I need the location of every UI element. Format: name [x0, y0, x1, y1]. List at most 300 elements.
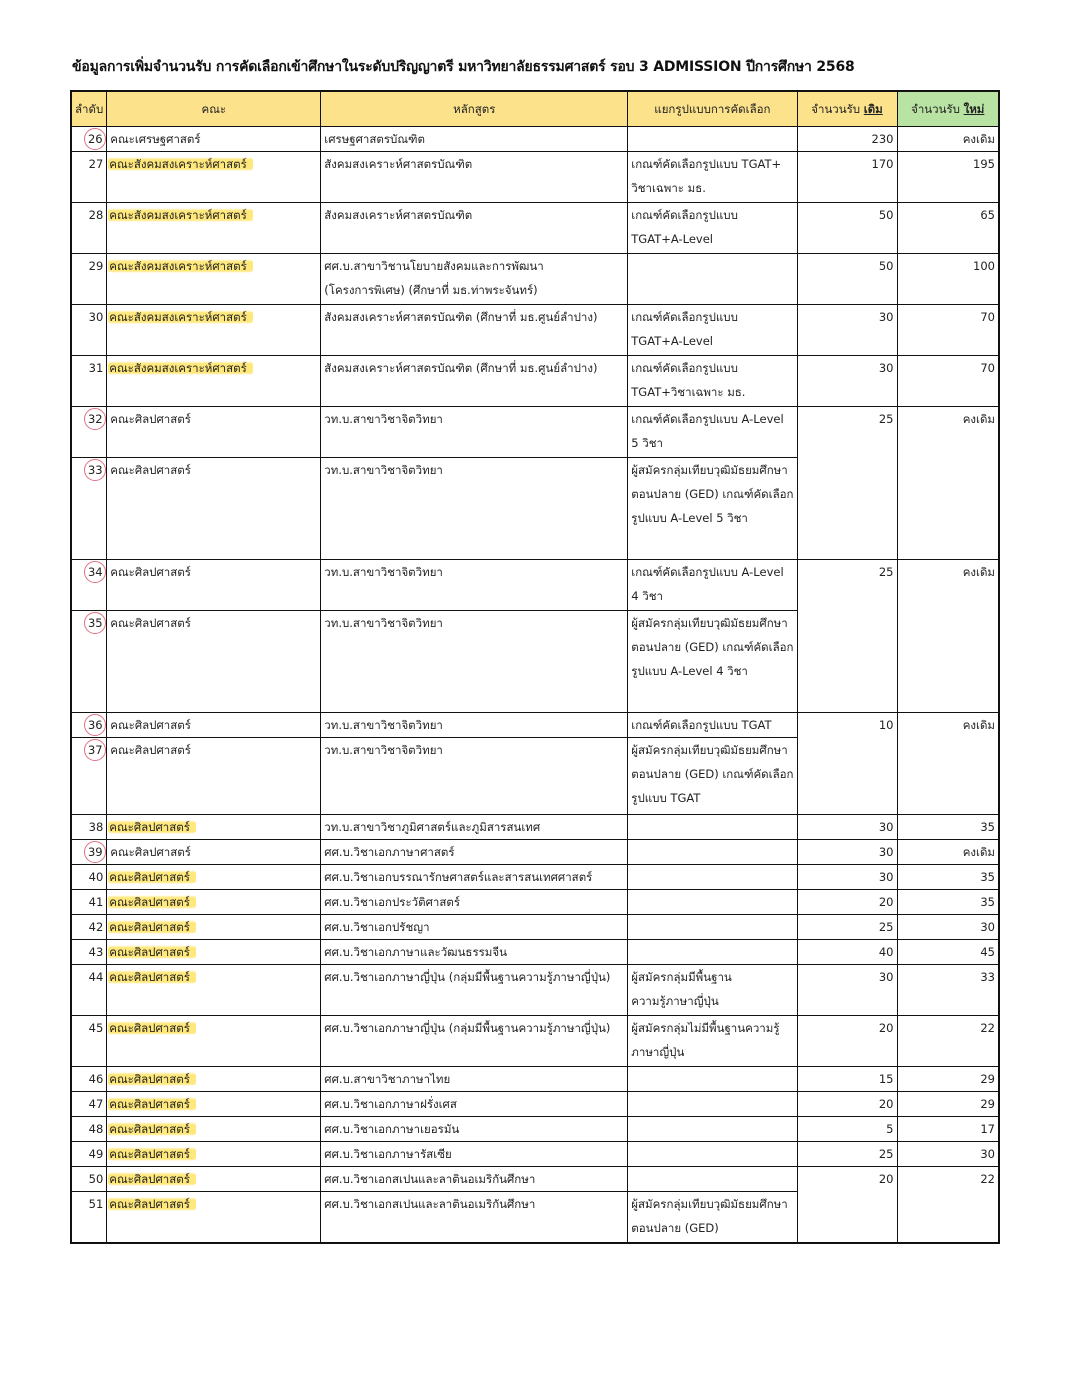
row-number	[71, 1192, 107, 1243]
method-cell	[628, 865, 797, 890]
old-quota: 170	[871, 157, 894, 171]
new-quota: 45	[980, 945, 995, 959]
row-number	[71, 203, 107, 254]
faculty-name: คณะศิลปศาสตร์	[108, 895, 196, 909]
faculty-name: คณะสังคมสงเคราะห์ศาสตร์	[108, 310, 253, 324]
method-cell	[628, 127, 797, 152]
program-cell	[321, 713, 628, 738]
faculty-cell	[107, 407, 321, 458]
faculty-name: คณะศิลปศาสตร์	[110, 616, 191, 630]
old-quota: 20	[878, 1021, 894, 1035]
faculty-cell	[107, 203, 321, 254]
new-quota-cell	[897, 1092, 999, 1117]
faculty-cell	[107, 611, 321, 713]
faculty-cell	[107, 356, 321, 407]
new-quota: คงเดิม	[962, 565, 995, 579]
faculty-cell	[107, 560, 321, 611]
faculty-name: คณะศิลปศาสตร์	[108, 1097, 196, 1111]
method-line: ผู้สมัครกลุ่มมีพื้นฐาน	[631, 970, 732, 984]
method-cell	[628, 1192, 797, 1243]
table-row	[71, 940, 999, 965]
method-cell	[628, 940, 797, 965]
old-quota: 30	[878, 310, 894, 324]
old-quota: 25	[878, 412, 894, 426]
row-number	[71, 356, 107, 407]
method-line: เกณฑ์คัดเลือกรูปแบบ	[631, 310, 738, 324]
program-line: สังคมสงเคราะห์ศาสตรบัณฑิต	[324, 157, 473, 171]
program-line: ศศ.บ.วิชาเอกภาษาญี่ปุ่น (กลุ่มมีพื้นฐานความรู้ภาษาญี่ปุ่น)	[324, 970, 611, 984]
row-number	[71, 152, 107, 203]
faculty-cell	[107, 940, 321, 965]
row-number	[71, 560, 107, 611]
row-number-text: 39	[84, 841, 106, 863]
program-cell	[321, 1167, 628, 1192]
new-quota: 35	[980, 820, 995, 834]
row-number	[71, 1167, 107, 1192]
faculty-cell	[107, 915, 321, 940]
new-quota-cell	[897, 152, 999, 203]
old-quota: 20	[878, 1097, 894, 1111]
admission-table	[70, 90, 1000, 1244]
old-quota-cell	[797, 865, 897, 890]
old-quota: 10	[878, 718, 894, 732]
faculty-name: คณะสังคมสงเคราะห์ศาสตร์	[108, 361, 253, 375]
faculty-cell	[107, 127, 321, 152]
old-quota-cell	[797, 305, 897, 356]
old-quota-cell	[797, 840, 897, 865]
document-title: ข้อมูลการเพิ่มจำนวนรับ การคัดเลือกเข้าศึกษาในระดับปริญญาตรี มหาวิทยาลัยธรรมศาสตร์ รอบ 3 ADMISSION ปีการศึกษา 2568	[72, 59, 855, 75]
method-line: เกณฑ์คัดเลือกรูปแบบ	[631, 208, 738, 222]
old-quota-cell	[797, 1142, 897, 1167]
program-cell	[321, 965, 628, 1016]
faculty-name: คณะศิลปศาสตร์	[108, 920, 196, 934]
old-quota: 25	[878, 565, 894, 579]
old-quota-cell	[797, 940, 897, 965]
row-number-text: 41	[88, 895, 104, 909]
new-quota-cell	[897, 713, 999, 815]
header-old-word: เดิม	[863, 102, 883, 116]
faculty-cell	[107, 1092, 321, 1117]
faculty-name: คณะศิลปศาสตร์	[110, 743, 191, 757]
new-quota-cell	[897, 1167, 999, 1243]
old-quota-cell	[797, 356, 897, 407]
faculty-name: คณะเศรษฐศาสตร์	[110, 132, 201, 146]
row-number	[71, 254, 107, 305]
method-line: ภาษาญี่ปุ่น	[631, 1045, 685, 1059]
program-line: ศศ.บ.วิชาเอกปรัชญา	[324, 920, 430, 934]
faculty-cell	[107, 152, 321, 203]
row-number-text: 49	[88, 1147, 104, 1161]
row-number	[71, 713, 107, 738]
row-number-text: 29	[88, 259, 104, 273]
program-cell	[321, 611, 628, 713]
table-row	[71, 254, 999, 305]
program-line: ศศ.บ.วิชาเอกสเปนและลาตินอเมริกันศึกษา	[324, 1172, 536, 1186]
method-line: ผู้สมัครกลุ่มไม่มีพื้นฐานความรู้	[631, 1021, 780, 1035]
method-line: ผู้สมัครกลุ่มเทียบวุฒิมัธยมศึกษา	[631, 743, 788, 757]
faculty-name: คณะศิลปศาสตร์	[108, 970, 196, 984]
program-line: สังคมสงเคราะห์ศาสตรบัณฑิต	[324, 208, 473, 222]
table-row	[71, 865, 999, 890]
program-cell	[321, 890, 628, 915]
faculty-cell	[107, 815, 321, 840]
new-quota: คงเดิม	[962, 132, 995, 146]
row-number	[71, 865, 107, 890]
table-row	[71, 840, 999, 865]
row-number-text: 28	[88, 208, 104, 222]
faculty-cell	[107, 840, 321, 865]
faculty-cell	[107, 1142, 321, 1167]
program-line: วท.บ.สาขาวิชาจิตวิทยา	[324, 616, 443, 630]
program-cell	[321, 407, 628, 458]
method-line: เกณฑ์คัดเลือกรูปแบบ TGAT+	[631, 157, 782, 171]
faculty-name: คณะศิลปศาสตร์	[110, 845, 191, 859]
row-number	[71, 890, 107, 915]
new-quota-cell	[897, 915, 999, 940]
old-quota: 15	[878, 1072, 894, 1086]
method-line: รูปแบบ A-Level 4 วิชา	[631, 664, 748, 678]
table-row	[71, 1167, 999, 1192]
method-cell	[628, 611, 797, 713]
table-row	[71, 713, 999, 738]
row-number-text: 34	[84, 561, 106, 583]
new-quota-cell	[897, 1142, 999, 1167]
new-quota: 35	[980, 895, 995, 909]
new-quota: 30	[980, 1147, 995, 1161]
new-quota: คงเดิม	[962, 845, 995, 859]
new-quota: 17	[980, 1122, 995, 1136]
method-cell	[628, 458, 797, 560]
method-line: เกณฑ์คัดเลือกรูปแบบ A-Level	[631, 565, 784, 579]
program-cell	[321, 915, 628, 940]
faculty-cell	[107, 738, 321, 815]
program-line: สังคมสงเคราะห์ศาสตรบัณฑิต (ศึกษาที่ มธ.ศูนย์ลำปาง)	[324, 310, 598, 324]
program-line: ศศ.บ.วิชาเอกภาษาศาสตร์	[324, 845, 455, 859]
method-line: รูปแบบ TGAT	[631, 791, 701, 805]
table-row	[71, 1016, 999, 1067]
new-quota-cell	[897, 407, 999, 560]
program-cell	[321, 127, 628, 152]
header-new-word: ใหม่	[963, 102, 985, 116]
old-quota-cell	[797, 965, 897, 1016]
header-order: ลำดับ	[71, 91, 107, 127]
method-line: ตอนปลาย (GED)	[631, 1221, 719, 1235]
method-cell	[628, 840, 797, 865]
old-quota-cell	[797, 815, 897, 840]
row-number-text: 26	[84, 128, 106, 150]
table-row	[71, 965, 999, 1016]
faculty-name: คณะศิลปศาสตร์	[110, 718, 191, 732]
old-quota-cell	[797, 890, 897, 915]
old-quota: 230	[871, 132, 894, 146]
table-row	[71, 915, 999, 940]
row-number	[71, 407, 107, 458]
faculty-cell	[107, 1117, 321, 1142]
old-quota-cell	[797, 1167, 897, 1243]
row-number-text: 44	[88, 970, 104, 984]
row-number	[71, 738, 107, 815]
faculty-cell	[107, 713, 321, 738]
row-number	[71, 127, 107, 152]
faculty-cell	[107, 1167, 321, 1192]
old-quota: 25	[878, 1147, 894, 1161]
header-old-prefix: จำนวนรับ	[811, 102, 864, 116]
method-line: ผู้สมัครกลุ่มเทียบวุฒิมัธยมศึกษา	[631, 463, 788, 477]
faculty-name: คณะศิลปศาสตร์	[108, 1197, 196, 1211]
row-number-text: 38	[88, 820, 104, 834]
program-line: วท.บ.สาขาวิชาจิตวิทยา	[324, 463, 443, 477]
program-line: ศศ.บ.วิชาเอกบรรณารักษศาสตร์และสารสนเทศศาสตร์	[324, 870, 593, 884]
method-line: เกณฑ์คัดเลือกรูปแบบ TGAT	[631, 718, 772, 732]
row-number-text: 30	[88, 310, 104, 324]
new-quota: คงเดิม	[962, 718, 995, 732]
method-cell	[628, 305, 797, 356]
old-quota: 30	[878, 361, 894, 375]
faculty-name: คณะศิลปศาสตร์	[108, 1172, 196, 1186]
method-line: TGAT+A-Level	[631, 232, 713, 246]
program-line: วท.บ.สาขาวิชาภูมิศาสตร์และภูมิสารสนเทศ	[324, 820, 541, 834]
method-cell	[628, 254, 797, 305]
old-quota-cell	[797, 254, 897, 305]
table-row	[71, 356, 999, 407]
faculty-cell	[107, 1192, 321, 1243]
old-quota: 30	[878, 870, 894, 884]
program-cell	[321, 560, 628, 611]
program-line: ศศ.บ.วิชาเอกภาษาญี่ปุ่น (กลุ่มมีพื้นฐานความรู้ภาษาญี่ปุ่น)	[324, 1021, 611, 1035]
row-number	[71, 305, 107, 356]
method-line: วิชาเฉพาะ มธ.	[631, 181, 706, 195]
method-line: TGAT+A-Level	[631, 334, 713, 348]
program-cell	[321, 1117, 628, 1142]
row-number	[71, 1117, 107, 1142]
faculty-name: คณะศิลปศาสตร์	[108, 1147, 196, 1161]
table-body	[71, 127, 999, 1243]
header-row	[71, 91, 999, 127]
row-number-text: 45	[88, 1021, 104, 1035]
faculty-name: คณะสังคมสงเคราะห์ศาสตร์	[108, 259, 253, 273]
row-number	[71, 1142, 107, 1167]
new-quota: 22	[980, 1172, 995, 1186]
program-line: ศศ.บ.สาขาวิชาภาษาไทย	[324, 1072, 451, 1086]
row-number	[71, 915, 107, 940]
table-row	[71, 815, 999, 840]
faculty-name: คณะศิลปศาสตร์	[110, 463, 191, 477]
program-line: ศศ.บ.วิชาเอกภาษาเยอรมัน	[324, 1122, 460, 1136]
row-number	[71, 1067, 107, 1092]
method-line: 4 วิชา	[631, 589, 663, 603]
row-number-text: 50	[88, 1172, 104, 1186]
program-cell	[321, 840, 628, 865]
method-line: ตอนปลาย (GED) เกณฑ์คัดเลือก	[631, 487, 794, 501]
method-cell	[628, 1142, 797, 1167]
table-row	[71, 560, 999, 611]
faculty-name: คณะศิลปศาสตร์	[108, 1072, 196, 1086]
row-number-text: 40	[88, 870, 104, 884]
program-cell	[321, 738, 628, 815]
new-quota-cell	[897, 254, 999, 305]
method-line: รูปแบบ A-Level 5 วิชา	[631, 511, 748, 525]
method-line: TGAT+วิชาเฉพาะ มธ.	[631, 385, 746, 399]
faculty-cell	[107, 305, 321, 356]
faculty-name: คณะศิลปศาสตร์	[108, 945, 196, 959]
new-quota-cell	[897, 203, 999, 254]
method-line: ผู้สมัครกลุ่มเทียบวุฒิมัธยมศึกษา	[631, 616, 788, 630]
method-cell	[628, 965, 797, 1016]
method-line: เกณฑ์คัดเลือกรูปแบบ	[631, 361, 738, 375]
old-quota-cell	[797, 152, 897, 203]
old-quota: 50	[878, 208, 894, 222]
method-cell	[628, 890, 797, 915]
faculty-name: คณะศิลปศาสตร์	[108, 870, 196, 884]
old-quota: 20	[878, 1172, 894, 1186]
program-cell	[321, 1016, 628, 1067]
new-quota-cell	[897, 965, 999, 1016]
program-line: ศศ.บ.วิชาเอกประวัติศาสตร์	[324, 895, 461, 909]
row-number	[71, 458, 107, 560]
program-cell	[321, 865, 628, 890]
old-quota-cell	[797, 713, 897, 815]
new-quota: คงเดิม	[962, 412, 995, 426]
method-line: 5 วิชา	[631, 436, 663, 450]
program-cell	[321, 815, 628, 840]
new-quota: 30	[980, 920, 995, 934]
new-quota-cell	[897, 1117, 999, 1142]
old-quota: 40	[878, 945, 894, 959]
row-number-text: 46	[88, 1072, 104, 1086]
table-row	[71, 152, 999, 203]
faculty-cell	[107, 1067, 321, 1092]
faculty-name: คณะสังคมสงเคราะห์ศาสตร์	[108, 157, 253, 171]
old-quota-cell	[797, 203, 897, 254]
old-quota: 30	[878, 820, 894, 834]
program-cell	[321, 1142, 628, 1167]
old-quota: 30	[878, 970, 894, 984]
new-quota: 29	[980, 1072, 995, 1086]
method-cell	[628, 738, 797, 815]
program-cell	[321, 1092, 628, 1117]
row-number	[71, 815, 107, 840]
program-line: วท.บ.สาขาวิชาจิตวิทยา	[324, 412, 443, 426]
program-cell	[321, 152, 628, 203]
header-method: แยกรูปแบบการคัดเลือก	[628, 91, 797, 127]
header-faculty: คณะ	[107, 91, 321, 127]
method-cell	[628, 1167, 797, 1192]
old-quota: 5	[886, 1122, 894, 1136]
method-line: ตอนปลาย (GED) เกณฑ์คัดเลือก	[631, 640, 794, 654]
method-cell	[628, 1016, 797, 1067]
program-line: วท.บ.สาขาวิชาจิตวิทยา	[324, 743, 443, 757]
method-cell	[628, 1067, 797, 1092]
faculty-cell	[107, 458, 321, 560]
row-number-text: 37	[84, 739, 106, 761]
program-cell	[321, 305, 628, 356]
table-row	[71, 1117, 999, 1142]
new-quota-cell	[897, 1016, 999, 1067]
header-old-quota	[797, 91, 897, 127]
old-quota-cell	[797, 1016, 897, 1067]
program-line: ศศ.บ.วิชาเอกภาษาฝรั่งเศส	[324, 1097, 457, 1111]
row-number-text: 31	[88, 361, 104, 375]
program-cell	[321, 458, 628, 560]
program-cell	[321, 1192, 628, 1243]
new-quota: 100	[973, 259, 995, 273]
new-quota-cell	[897, 890, 999, 915]
faculty-name: คณะศิลปศาสตร์	[110, 565, 191, 579]
program-cell	[321, 254, 628, 305]
table-row	[71, 1092, 999, 1117]
table-row	[71, 407, 999, 458]
new-quota: 35	[980, 870, 995, 884]
row-number	[71, 1016, 107, 1067]
new-quota-cell	[897, 127, 999, 152]
new-quota: 70	[980, 310, 995, 324]
old-quota: 25	[878, 920, 894, 934]
program-cell	[321, 356, 628, 407]
old-quota-cell	[797, 1117, 897, 1142]
program-line: เศรษฐศาสตรบัณฑิต	[324, 132, 426, 146]
method-line: ผู้สมัครกลุ่มเทียบวุฒิมัธยมศึกษา	[631, 1197, 788, 1211]
new-quota: 65	[980, 208, 995, 222]
new-quota-cell	[897, 815, 999, 840]
old-quota-cell	[797, 1092, 897, 1117]
table-row	[71, 1067, 999, 1092]
program-line: สังคมสงเคราะห์ศาสตรบัณฑิต (ศึกษาที่ มธ.ศูนย์ลำปาง)	[324, 361, 598, 375]
table-row	[71, 203, 999, 254]
header-new-prefix: จำนวนรับ	[911, 102, 964, 116]
row-number-text: 51	[88, 1197, 104, 1211]
row-number-text: 43	[88, 945, 104, 959]
old-quota: 20	[878, 895, 894, 909]
table-row	[71, 127, 999, 152]
program-line: (โครงการพิเศษ) (ศึกษาที่ มธ.ท่าพระจันทร์)	[324, 283, 538, 297]
new-quota: 29	[980, 1097, 995, 1111]
program-line: วท.บ.สาขาวิชาจิตวิทยา	[324, 718, 443, 732]
old-quota-cell	[797, 1067, 897, 1092]
table-row	[71, 1142, 999, 1167]
method-cell	[628, 407, 797, 458]
program-line: ศศ.บ.สาขาวิชานโยบายสังคมและการพัฒนา	[324, 259, 544, 273]
faculty-cell	[107, 865, 321, 890]
table-row	[71, 890, 999, 915]
faculty-cell	[107, 1016, 321, 1067]
method-cell	[628, 1117, 797, 1142]
method-cell	[628, 815, 797, 840]
row-number-text: 32	[84, 408, 106, 430]
method-cell	[628, 152, 797, 203]
new-quota: 33	[980, 970, 995, 984]
method-line: เกณฑ์คัดเลือกรูปแบบ A-Level	[631, 412, 784, 426]
method-cell	[628, 713, 797, 738]
row-number-text: 27	[88, 157, 104, 171]
new-quota-cell	[897, 840, 999, 865]
new-quota: 195	[973, 157, 995, 171]
program-line: วท.บ.สาขาวิชาจิตวิทยา	[324, 565, 443, 579]
faculty-name: คณะสังคมสงเคราะห์ศาสตร์	[108, 208, 253, 222]
program-line: ศศ.บ.วิชาเอกภาษาและวัฒนธรรมจีน	[324, 945, 507, 959]
program-line: ศศ.บ.วิชาเอกสเปนและลาตินอเมริกันศึกษา	[324, 1197, 536, 1211]
new-quota-cell	[897, 865, 999, 890]
faculty-cell	[107, 254, 321, 305]
header-program: หลักสูตร	[321, 91, 628, 127]
faculty-cell	[107, 890, 321, 915]
program-cell	[321, 203, 628, 254]
row-number-text: 33	[84, 459, 106, 481]
method-cell	[628, 915, 797, 940]
new-quota-cell	[897, 356, 999, 407]
row-number-text: 48	[88, 1122, 104, 1136]
row-number-text: 36	[84, 714, 106, 736]
new-quota: 22	[980, 1021, 995, 1035]
